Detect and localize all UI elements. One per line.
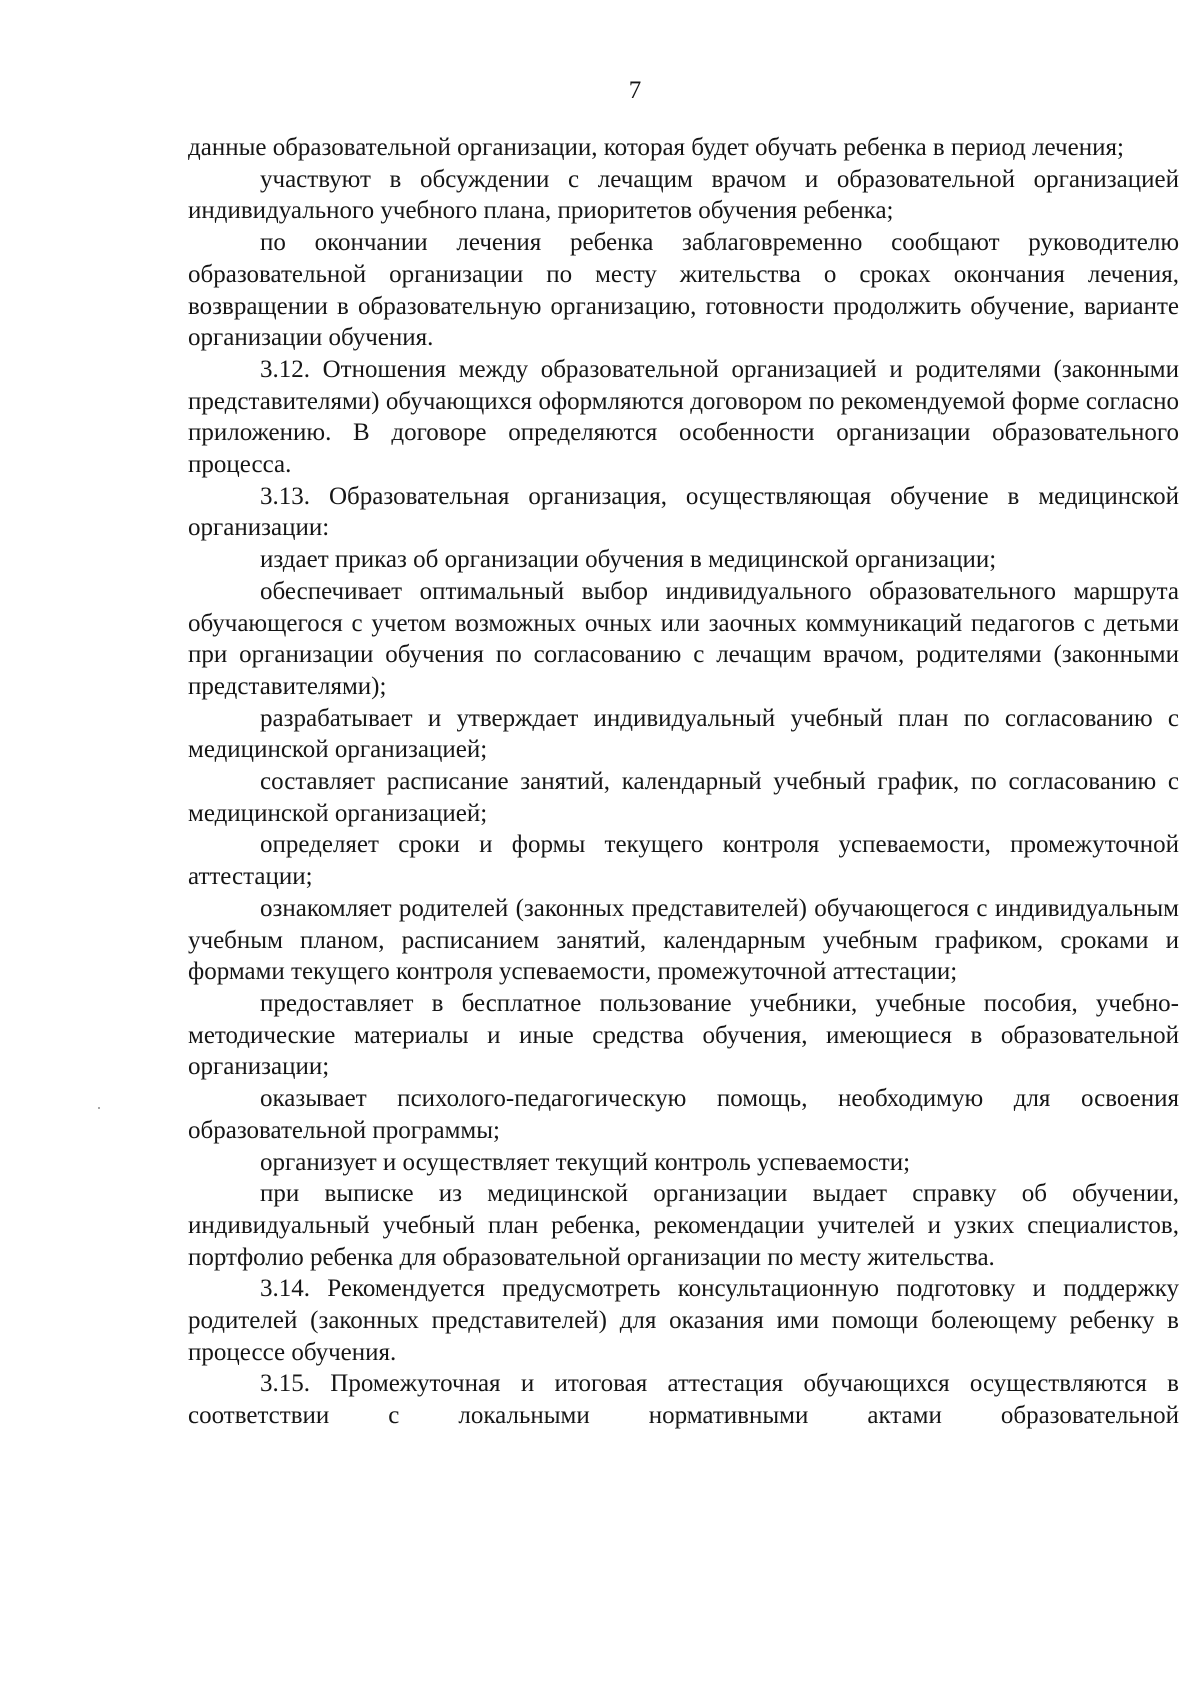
list-item-discharge: при выписке из медицинской организации выдает справку об обучении, индивидуальный учебный план ребенка, рекомендации учителей и узких специалистов, портфолио ребенка для образовательной организации по месту жительства. — [188, 1180, 1179, 1271]
page-number: 7 — [628, 77, 642, 104]
paragraph-continuation: данные образовательной организации, которая будет обучать ребенка в период лечения; — [188, 134, 1124, 161]
paragraph-3-13: 3.13. Образовательная организация, осуществляющая обучение в медицинской организации: — [188, 482, 1179, 542]
paragraph-3-15: 3.15. Промежуточная и итоговая аттестация обучающихся осуществляются в соответствии с локальными нормативными актами образовательной — [188, 1370, 1179, 1430]
paragraph-3-14: 3.14. Рекомендуется предусмотреть консультационную подготовку и поддержку родителей (законных представителей) для оказания ими помощи болеющему ребенку в процессе обучения. — [188, 1275, 1179, 1366]
scan-speck — [98, 1107, 100, 1109]
paragraph-end-of-treatment: по окончании лечения ребенка заблаговременно сообщают руководителю образовательной организации по месту жительства о сроках окончания лечения, возвращении в образовательную организацию, готовности продолжить обучение, варианте организации обучения. — [188, 229, 1179, 352]
list-item-textbooks: предоставляет в бесплатное пользование учебники, учебные пособия, учебно-методические материалы и иные средства обучения, имеющиеся в образовательной организации; — [188, 989, 1179, 1081]
list-item-curriculum: разрабатывает и утверждает индивидуальный учебный план по согласованию с медицинской организацией; — [188, 704, 1179, 764]
paragraph-discuss-plan: участвуют в обсуждении с лечащим врачом и образовательной организацией индивидуального учебного плана, приоритетов обучения ребенка; — [188, 165, 1179, 225]
list-item-control-terms: определяет сроки и формы текущего контроля успеваемости, промежуточной аттестации; — [188, 831, 1179, 891]
list-item-route: обеспечивает оптимальный выбор индивидуального образовательного маршрута обучающегося с учетом возможных очных или заочных коммуникаций педагогов с детьми при организации обучения по согласованию с лечащим врачом, родителями (законными представителями); — [188, 577, 1179, 700]
list-item-order: издает приказ об организации обучения в медицинской организации; — [260, 546, 997, 574]
list-item-parents-info: ознакомляет родителей (законных представителей) обучающегося с индивидуальным учебным планом, расписанием занятий, календарным учебным графиком, сроками и формами текущего контроля успеваемости, промежуточной аттестации; — [188, 894, 1179, 986]
paragraph-3-12: 3.12. Отношения между образовательной организацией и родителями (законными представителями) обучающихся оформляются договором по рекомендуемой форме согласно приложению. В договоре определяются особенности организации образовательного процесса. — [188, 355, 1179, 479]
list-item-schedule: составляет расписание занятий, календарный учебный график, по согласованию с медицинской организацией; — [188, 768, 1179, 827]
list-item-current-control: организует и осуществляет текущий контроль успеваемости; — [260, 1148, 911, 1176]
list-item-psych-help: оказывает психолого-педагогическую помощь, необходимую для освоения образовательной программы; — [188, 1085, 1179, 1144]
document-body — [188, 132, 1179, 1432]
